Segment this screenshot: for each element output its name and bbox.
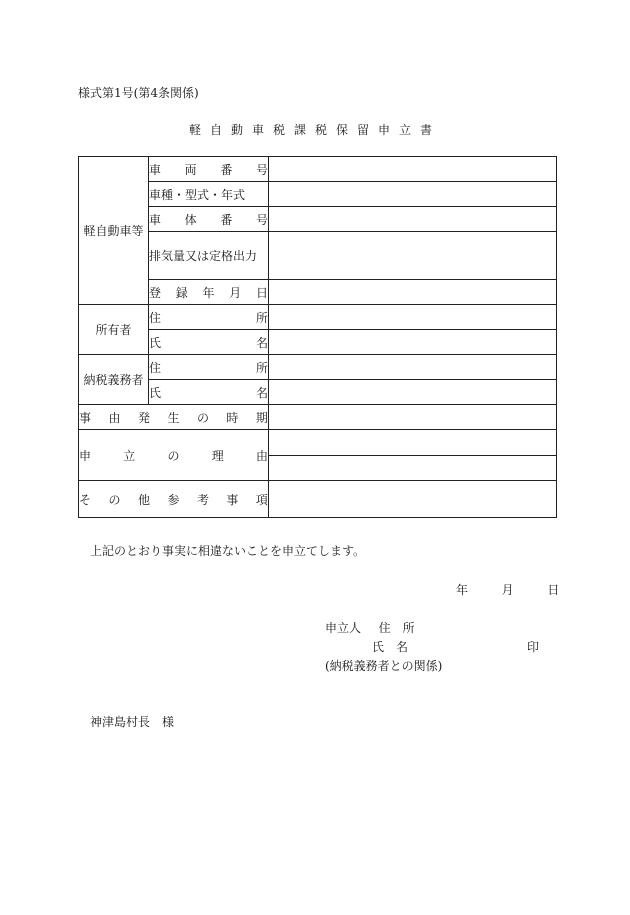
- body-number-label: 車 体 番 号: [149, 207, 269, 232]
- vehicle-group-label: 軽自動車等: [79, 157, 149, 305]
- owner-name-label: 氏 名: [149, 330, 269, 355]
- applicant-label: 申立人: [325, 621, 362, 635]
- taxpayer-name-label: 氏 名: [149, 380, 269, 405]
- applicant-name-label: 氏 名: [372, 640, 409, 654]
- taxpayer-address-label: 住 所: [149, 355, 269, 380]
- other-notes-label: そ の 他 参 考 事 項: [79, 481, 269, 518]
- relationship-label: (納税義務者との関係): [325, 659, 443, 673]
- taxpayer-group-label: 納税義務者: [79, 355, 149, 405]
- reason-field-line-2[interactable]: [269, 456, 557, 481]
- occurrence-date-field[interactable]: [269, 405, 557, 430]
- model-field[interactable]: [269, 182, 557, 207]
- application-table: [78, 156, 557, 518]
- occurrence-date-label: 事 由 発 生 の 時 期: [79, 405, 269, 430]
- year-label: 年: [456, 583, 469, 597]
- body-number-field[interactable]: [269, 207, 557, 232]
- owner-address-label: 住 所: [149, 305, 269, 330]
- registration-date-label: 登 録 年 月 日: [149, 280, 269, 305]
- plate-number-field[interactable]: [269, 157, 557, 182]
- reason-label: 申 立 の 理 由: [79, 430, 269, 481]
- model-label: 車種・型式・年式: [149, 182, 269, 207]
- declaration-text: 上記のとおり事実に相違ないことを申立てします。: [90, 544, 366, 558]
- registration-date-field[interactable]: [269, 280, 557, 305]
- applicant-address-line: [325, 619, 415, 636]
- document-title: 軽自動車税課税保留申立書: [188, 123, 441, 137]
- day-label: 日: [547, 583, 560, 597]
- applicant-address-label: 住 所: [378, 621, 415, 635]
- displacement-field[interactable]: [269, 232, 557, 280]
- form-reference: 様式第1号(第4条関係): [78, 86, 199, 100]
- seal-mark: 印: [527, 640, 540, 654]
- owner-address-field[interactable]: [269, 305, 557, 330]
- owner-name-field[interactable]: [269, 330, 557, 355]
- month-label: 月: [501, 583, 514, 597]
- plate-number-label: 車 両 番 号: [149, 157, 269, 182]
- taxpayer-address-field[interactable]: [269, 355, 557, 380]
- reason-field-line-1[interactable]: [269, 430, 557, 456]
- addressee: 神津島村長 様: [90, 715, 175, 729]
- displacement-label: 排気量又は定格出力: [149, 232, 269, 280]
- other-notes-field[interactable]: [269, 481, 557, 518]
- date-line: [456, 581, 559, 598]
- owner-group-label: 所有者: [79, 305, 149, 355]
- taxpayer-name-field[interactable]: [269, 380, 557, 405]
